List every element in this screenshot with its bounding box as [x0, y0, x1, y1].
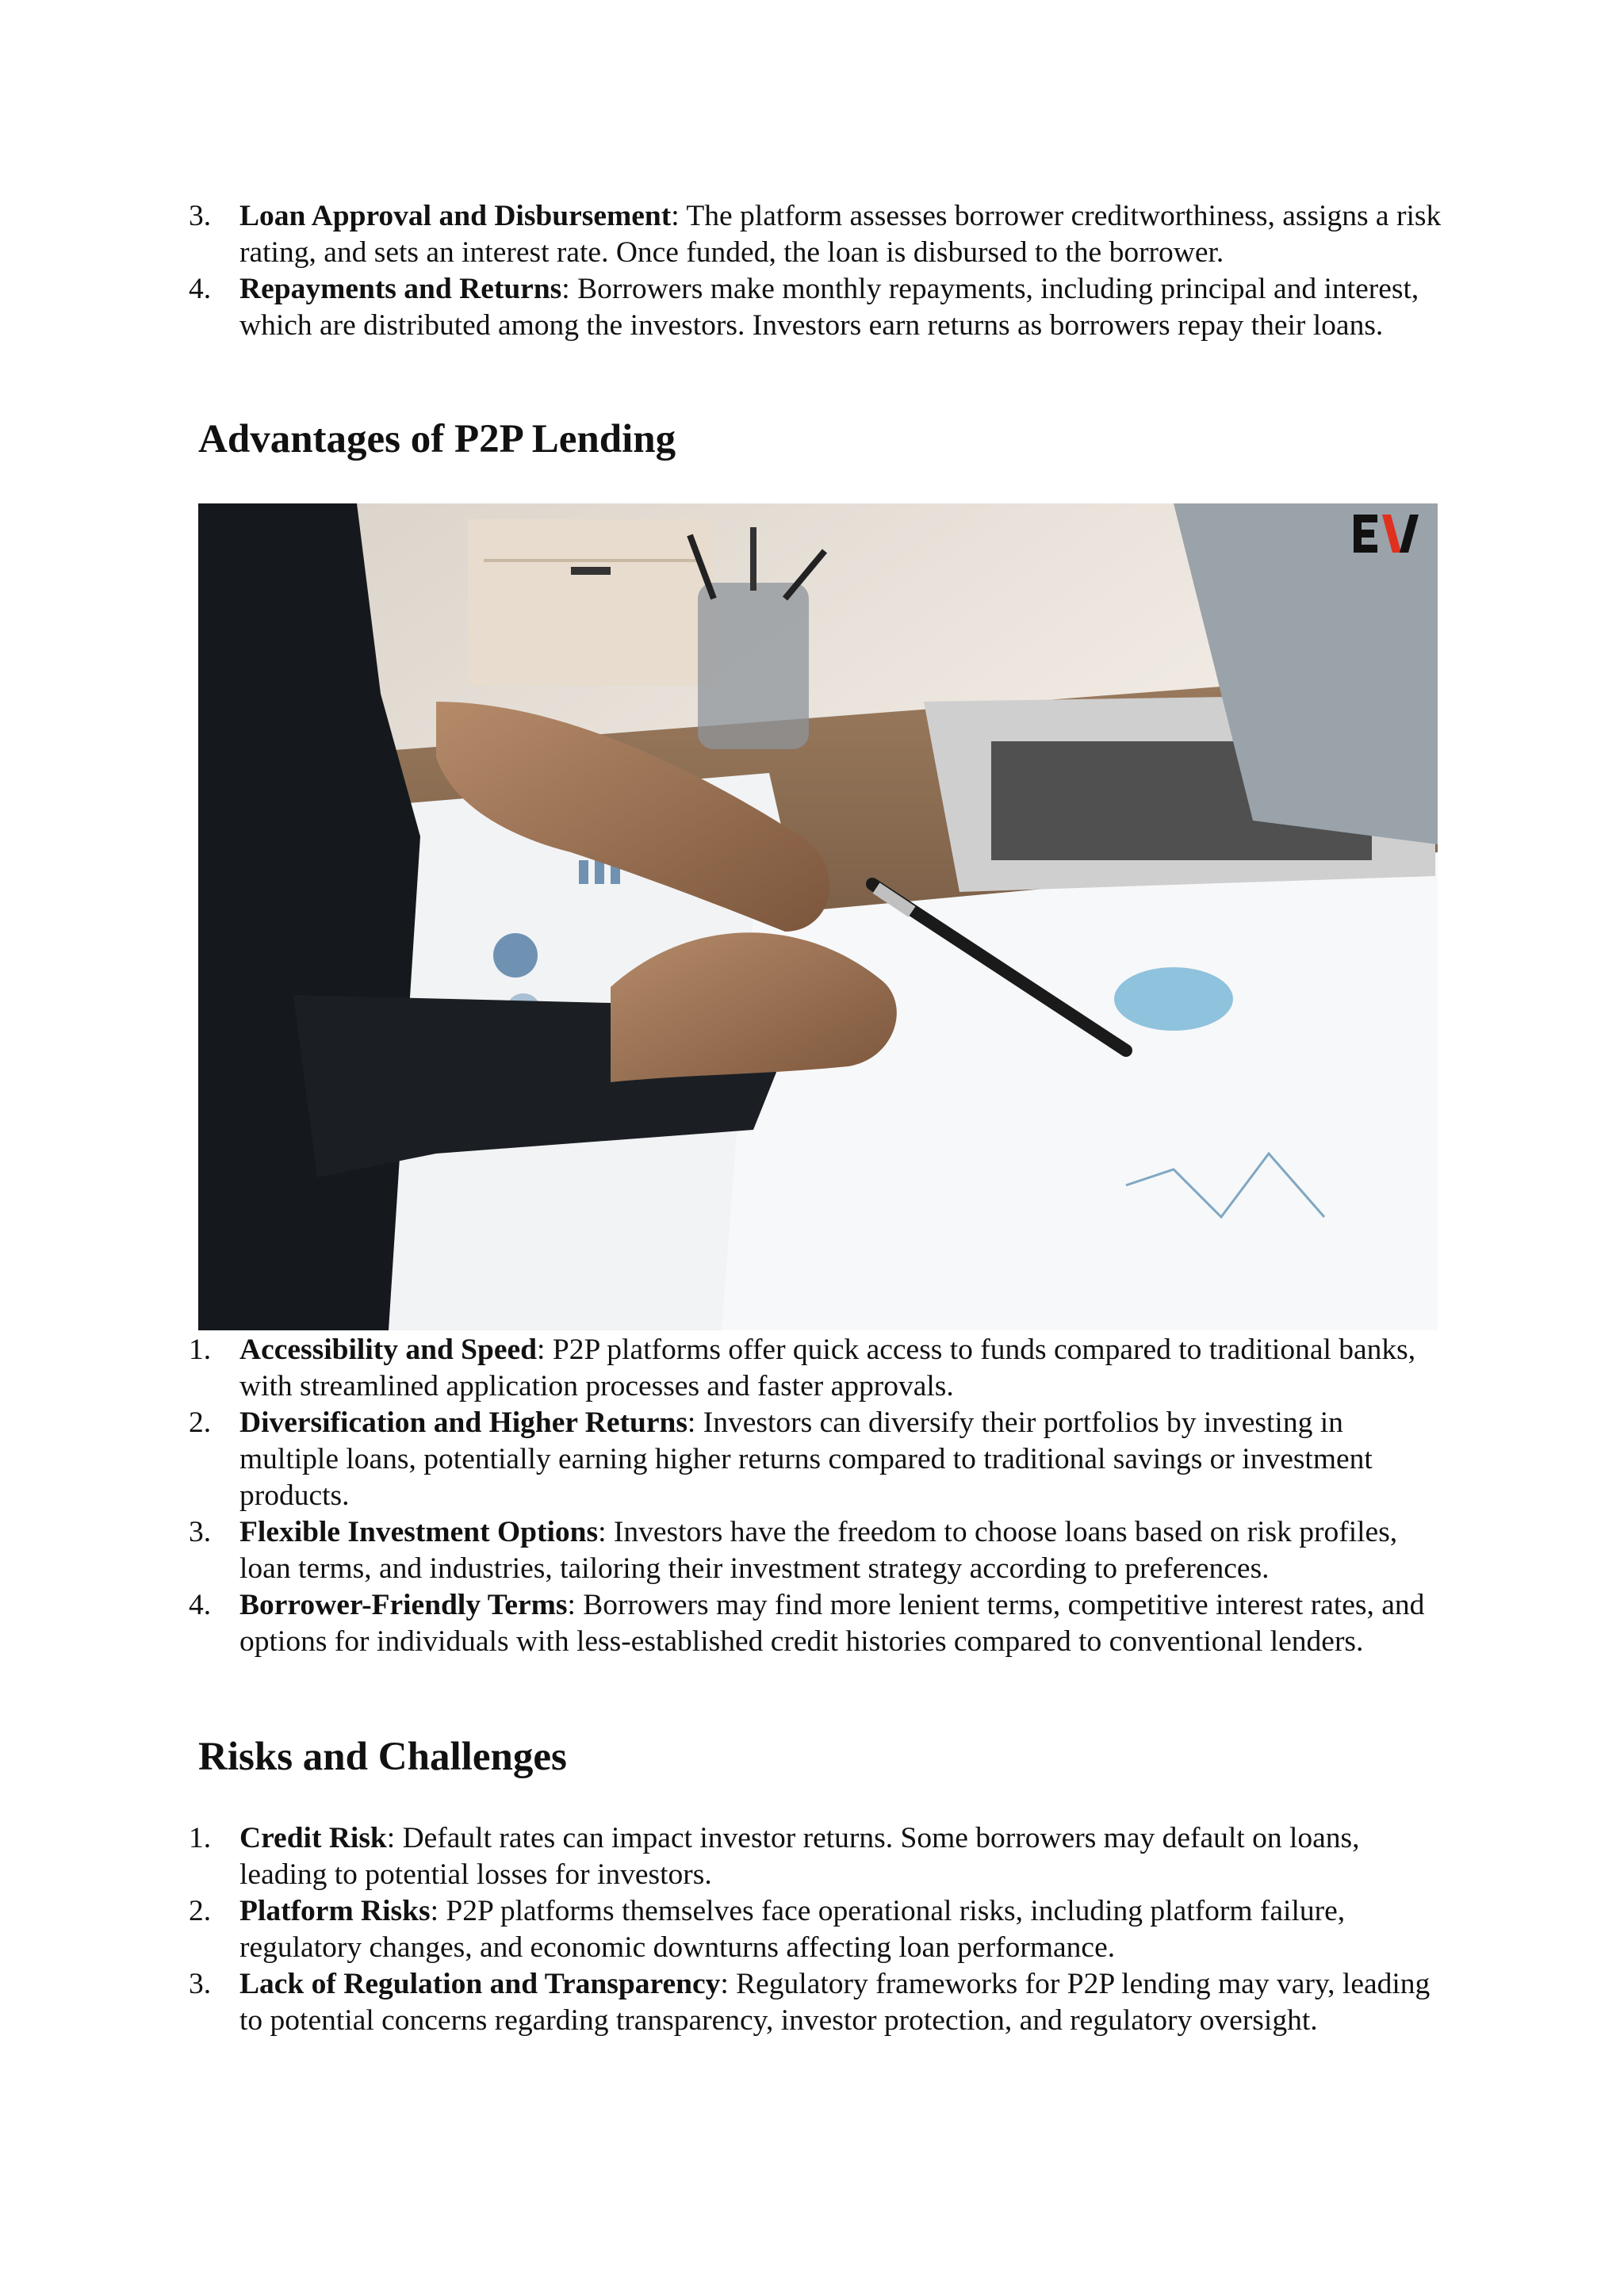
list-item: [0, 1405, 1445, 1514]
list-number: 1.: [189, 1822, 212, 1854]
item-text: : The platform assesses borrower creditworthiness, assigns a risk rating, and sets an interest rate. Once funded, the loan is disbursed to the borrower.: [239, 200, 1442, 269]
list-item: [0, 271, 1445, 344]
item-text: : Investors have the freedom to choose loans based on risk profiles, loan terms, and industries, tailoring their investment strategy according to preferences.: [239, 1516, 1398, 1585]
logo-red-stroke: [1382, 515, 1401, 553]
item-term: Lack of Regulation and Transparency: [239, 1968, 721, 2000]
item-term: Flexible Investment Options: [239, 1516, 599, 1548]
item-term: Borrower-Friendly Terms: [239, 1589, 568, 1621]
list-number: 3.: [189, 1516, 212, 1548]
list-number: 3.: [189, 200, 212, 232]
list-number: 3.: [189, 1968, 212, 2000]
item-text: : P2P platforms offer quick access to funds compared to traditional banks, with streamlined application processes and faster approvals.: [239, 1334, 1416, 1402]
item-text: : Investors can diversify their portfolios by investing in multiple loans, potentially earning higher returns compared to traditional savings or investment products.: [239, 1406, 1373, 1512]
process-list: [0, 198, 1445, 344]
list-item: [0, 1893, 1445, 1966]
item-text: : Borrowers make monthly repayments, including principal and interest, which are distributed among the investors. Investors earn returns as borrowers repay their loans.: [239, 273, 1419, 342]
item-text: : Default rates can impact investor returns. Some borrowers may default on loans, leading to potential losses for investors.: [239, 1822, 1360, 1891]
list-number: 1.: [189, 1334, 212, 1366]
business-photo: [198, 503, 1438, 1330]
list-item: [0, 1514, 1445, 1587]
logo-stroke: [1400, 515, 1419, 553]
list-item: [0, 1332, 1445, 1405]
risks-list: [0, 1820, 1445, 2039]
list-number: 2.: [189, 1406, 212, 1439]
ew-logo: [1352, 513, 1431, 556]
item-term: Loan Approval and Disbursement: [239, 200, 672, 232]
list-number: 4.: [189, 273, 212, 305]
list-number: 2.: [189, 1895, 212, 1927]
item-term: Diversification and Higher Returns: [239, 1406, 688, 1439]
item-term: Accessibility and Speed: [239, 1334, 538, 1366]
photo-illustration: [198, 503, 1438, 1330]
item-text: : Borrowers may find more lenient terms, competitive interest rates, and options for individuals with less-established credit histories compared to conventional lenders.: [239, 1589, 1425, 1658]
item-term: Repayments and Returns: [239, 273, 562, 305]
item-term: Platform Risks: [239, 1895, 431, 1927]
item-text: : Regulatory frameworks for P2P lending may vary, leading to potential concerns regarding transparency, investor protection, and regulatory oversight.: [239, 1968, 1431, 2037]
advantages-heading: Advantages of P2P Lending: [198, 417, 676, 461]
list-item: [0, 1587, 1445, 1660]
list-item: [0, 1966, 1445, 2039]
risks-heading: Risks and Challenges: [198, 1735, 567, 1779]
advantages-list: [0, 1332, 1445, 1660]
logo-letter-e: [1354, 515, 1377, 553]
list-item: [0, 1820, 1445, 1893]
item-term: Credit Risk: [239, 1822, 387, 1854]
item-text: : P2P platforms themselves face operational risks, including platform failure, regulatory changes, and economic downturns affecting loan performance.: [239, 1895, 1346, 1964]
list-item: [0, 198, 1445, 271]
list-number: 4.: [189, 1589, 212, 1621]
